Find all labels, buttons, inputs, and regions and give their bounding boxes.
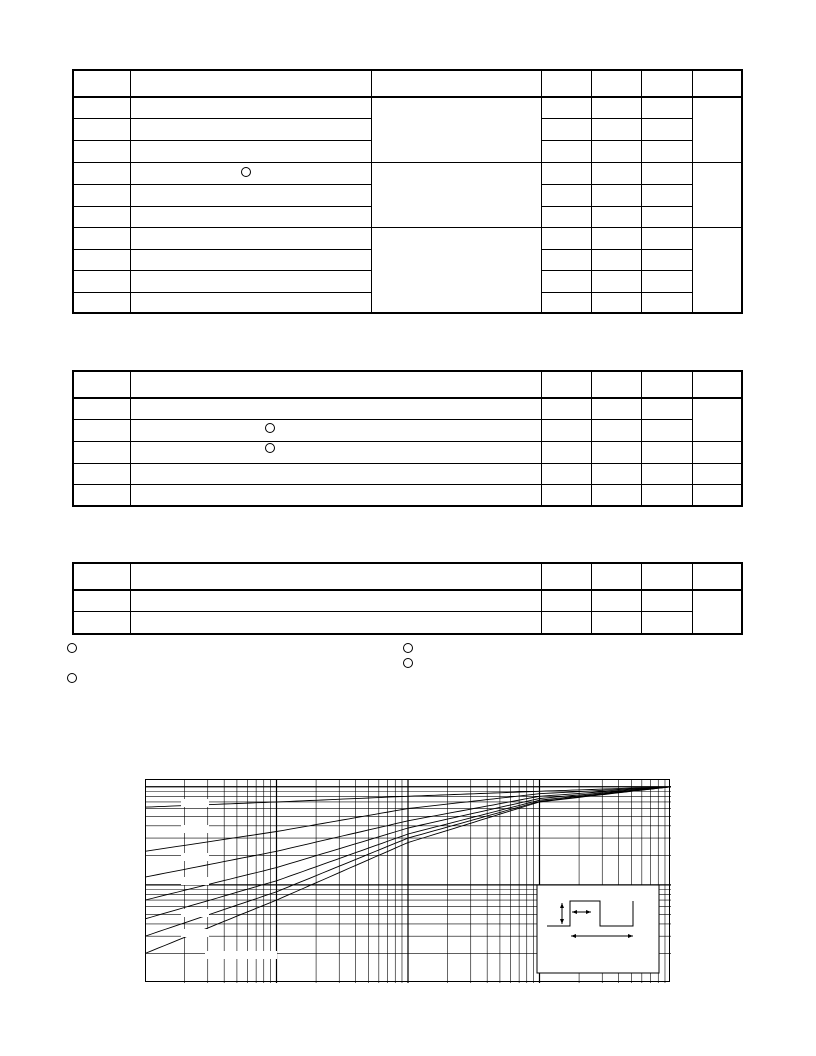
column-line [692,372,693,505]
table-3 [72,562,743,635]
column-line [641,71,642,312]
table-2 [72,370,743,507]
row-line [541,227,692,228]
row-line [74,227,371,228]
row-line [692,227,741,228]
footnote-marker [403,643,413,653]
row-line [74,441,741,442]
column-line [130,564,131,633]
row-line [541,184,692,185]
row-line [74,463,741,464]
column-line [692,71,693,312]
table-1 [72,69,743,314]
footnote-marker [265,443,275,453]
row-line [541,118,692,119]
row-line [74,162,371,163]
curve-label-gap [181,799,209,807]
row-line [371,162,541,163]
column-line [541,71,542,312]
row-line [74,206,371,207]
row-line [692,162,741,163]
row-line [74,292,371,293]
row-line [74,611,692,612]
curve-label-gap [181,909,209,917]
column-line [371,71,372,312]
footnote-marker [67,673,77,683]
footnote-marker [403,658,413,668]
column-line [541,564,542,633]
row-line [74,270,371,271]
column-line [641,564,642,633]
column-line [130,372,131,505]
row-line [541,249,692,250]
row-line [74,118,371,119]
row-line [74,419,692,420]
inset-box [537,885,659,973]
row-line [371,227,541,228]
curve-label-gap [205,951,277,959]
column-line [591,564,592,633]
column-line [130,71,131,312]
column-line [591,372,592,505]
column-line [641,372,642,505]
footnote-marker [265,423,275,433]
row-line [74,484,741,485]
row-line [74,249,371,250]
inset-waveform [537,885,659,973]
row-line [74,184,371,185]
row-line [541,206,692,207]
row-line [541,292,692,293]
curve-label-gap [181,825,209,833]
row-line [541,162,692,163]
column-line [591,71,592,312]
curve-label-gap [181,929,209,937]
footnote-marker [241,167,251,177]
footnote-marker [67,643,77,653]
row-line [74,140,371,141]
curve-label-gap [181,853,209,861]
curve-label-gap [181,877,209,885]
transient-thermal-impedance-chart [145,779,671,983]
row-line [541,270,692,271]
column-line [541,372,542,505]
row-line [541,140,692,141]
column-line [692,564,693,633]
